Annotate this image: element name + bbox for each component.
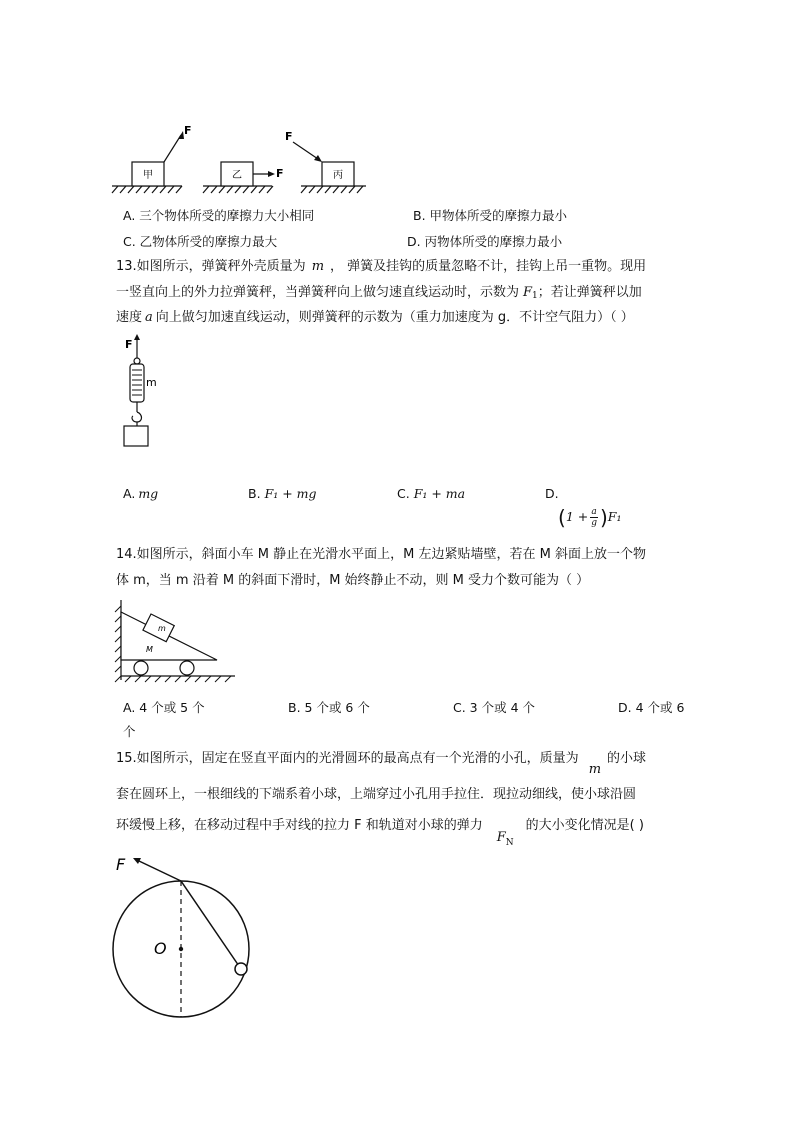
force-label-bing: F [285, 130, 293, 143]
q13-figure [118, 334, 218, 454]
q12-figure [0, 0, 794, 200]
arrowhead-yi [268, 171, 275, 177]
q15-mass-var: m [588, 762, 602, 777]
q13-option-a [123, 485, 158, 503]
q14-big-label: M [146, 645, 153, 654]
block-yi-label: 乙 [232, 170, 242, 181]
q15-ball [235, 963, 247, 975]
q15-force-arrow [139, 861, 181, 881]
q14-line-1: 14.如图所示，斜面小车 M 静止在光滑水平面上，M 左边紧贴墙壁，若在 M 斜面上放一个物 [116, 547, 646, 562]
q13-line2-start: 一竖直向上的外力拉弹簧秤，当弹簧秤向上做匀速直线运动时，示数为 [116, 285, 520, 300]
q15-line3-end: 的大小变化情况是( ) [525, 818, 644, 833]
q13-accel-var: a [145, 310, 153, 325]
q14-floor-hatch [125, 676, 231, 682]
q15-line-3 [116, 817, 644, 848]
q14-option-d: D. 4 个或 6 [618, 700, 685, 715]
ground-3 [301, 186, 366, 193]
q14-option-c: C. 3 个或 4 个 [453, 700, 536, 715]
q12-option-c: C. 乙物体所受的摩擦力最大 [123, 234, 278, 249]
q15-figure [108, 850, 248, 1020]
force-arrow-bing [293, 142, 318, 159]
q15-center-label: O [154, 939, 167, 958]
q13-option-b-label: B. [248, 486, 261, 501]
block-bing-label: 丙 [333, 170, 343, 181]
q13-option-b-expr: F₁ + mg [264, 486, 317, 501]
q13-d-numerator: a [591, 506, 597, 517]
q13-force-label: F [125, 338, 133, 351]
q15-string [181, 881, 241, 969]
q13-option-a-label: A. [123, 486, 136, 501]
q14-small-label: m [158, 624, 166, 633]
q12-option-a: A. 三个物体所受的摩擦力大小相同 [123, 208, 315, 223]
q15-fn-sub: N [505, 838, 514, 848]
q13-option-b [248, 485, 317, 503]
q13-line-3 [116, 309, 634, 327]
q15-force-label: F [116, 855, 126, 874]
q13-force-var: F [523, 285, 533, 300]
q13-line2-end: ；若让弹簧秤以加 [537, 285, 642, 300]
q14-figure [113, 598, 243, 688]
q13-d-paren-open: ( [558, 505, 566, 530]
q12-option-d: D. 丙物体所受的摩擦力最小 [407, 234, 563, 249]
q12-option-b: B. 甲物体所受的摩擦力最小 [413, 208, 568, 223]
q13-weight-block [124, 426, 148, 446]
q14-line-2: 体 m，当 m 沿着 M 的斜面下滑时，M 始终静止不动，则 M 受力个数可能为（ ） [116, 573, 590, 588]
q13-line-1 [116, 258, 646, 276]
q13-pull-arrowhead [134, 334, 140, 340]
ground-2 [203, 186, 273, 193]
q13-line1-start: 13.如图所示，弹簧秤外壳质量为 [116, 259, 306, 274]
arrowhead-bing [314, 155, 322, 162]
force-label-yi: F [276, 167, 284, 180]
q13-d-fraction [590, 508, 598, 528]
q13-option-c-label: C. [397, 486, 410, 501]
q13-line3-end: 向上做匀加速直线运动，则弹簧秤的示数为（重力加速度为 g．不计空气阻力）（ ） [155, 310, 634, 325]
q14-option-b: B. 5 个或 6 个 [288, 700, 370, 715]
q14-option-d-wrap: 个 [123, 724, 136, 739]
q14-wheel-right [180, 661, 194, 675]
q13-mass-label: m [146, 376, 157, 389]
q15-fn-var: F [496, 830, 506, 845]
block-jia-label: 甲 [143, 170, 153, 181]
q13-mass-var: m [311, 259, 325, 274]
q15-line-2: 套在圆环上，一根细线的下端系着小球，上端穿过小孔用手拉住．现拉动细线，使小球沿圆 [116, 787, 637, 802]
q13-top-ring [134, 358, 140, 364]
q14-wheel-left [134, 661, 148, 675]
q13-option-a-expr: mg [138, 486, 159, 501]
q13-option-d-label: D. [545, 486, 559, 501]
q13-d-paren-close: ) [599, 505, 608, 530]
force-label-jia: F [184, 124, 192, 137]
q13-d-denominator: g [591, 517, 597, 528]
q13-option-c-expr: F₁ + ma [413, 486, 466, 501]
q15-line1-start: 15.如图所示，固定在竖直平面内的光滑圆环的最高点有一个光滑的小孔，质量为 [116, 751, 579, 766]
q13-d-expr-post: F₁ [607, 509, 622, 524]
ground-1 [112, 186, 182, 193]
q15-line-1 [116, 750, 647, 777]
q14-option-a: A. 4 个或 5 个 [123, 700, 205, 715]
q14-wall-hatch [115, 606, 121, 682]
q15-line1-end: 的小球 [607, 751, 647, 766]
force-arrow-jia [164, 135, 181, 162]
q13-line-2 [116, 284, 642, 305]
q13-d-expr-pre: 1 + [565, 509, 589, 524]
q15-line3-start: 环缓慢上移，在移动过程中手对线的拉力 F 和轨道对小球的弹力 [116, 818, 483, 833]
q13-option-c [397, 485, 465, 503]
q13-line3-start: 速度 [116, 310, 143, 325]
q13-option-d-expr [558, 503, 621, 531]
q13-line1-end: ， 弹簧及挂钩的质量忽略不计，挂钩上吊一重物。现用 [330, 259, 647, 274]
q13-force-sub: 1 [532, 291, 538, 301]
q13-hook [132, 412, 141, 422]
q15-center-dot [179, 947, 183, 951]
